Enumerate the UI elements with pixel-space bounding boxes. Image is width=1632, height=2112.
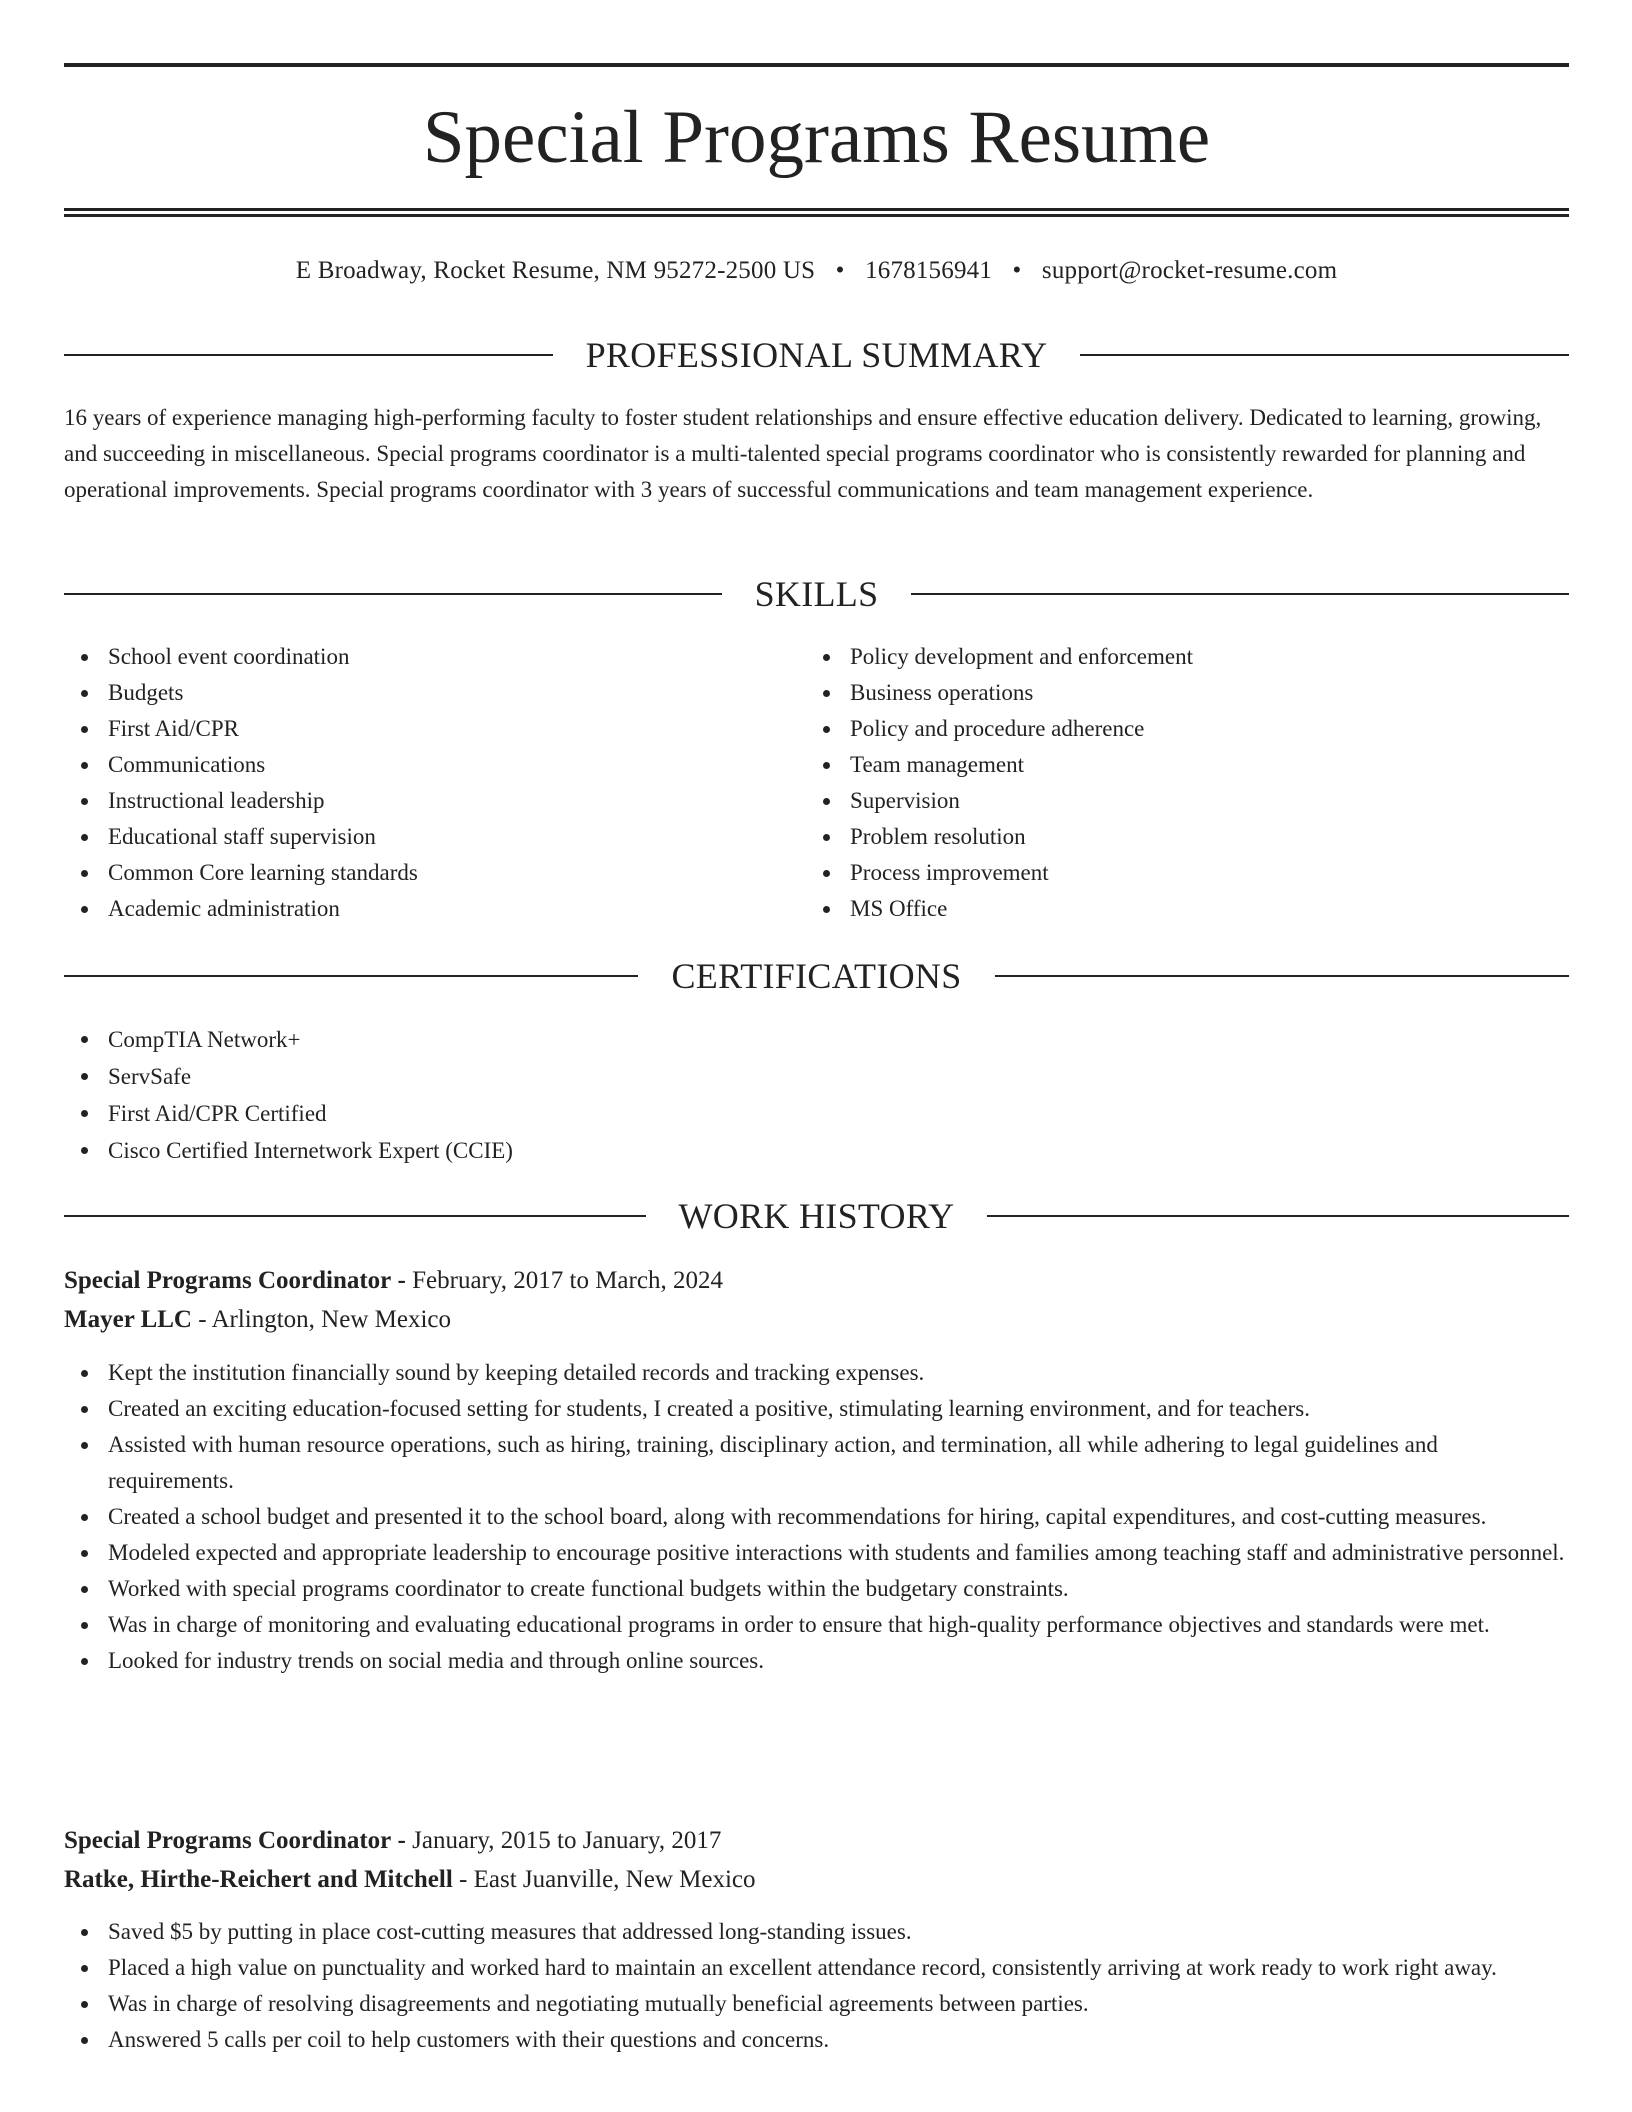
section-rule xyxy=(995,975,1569,977)
title-double-rule xyxy=(64,208,1569,217)
section-header-work-history xyxy=(64,1194,1569,1238)
skill-item: Team management xyxy=(806,747,1566,783)
job-bullet: Worked with special programs coordinator to create functional budgets within the budgetary constraints. xyxy=(64,1571,1569,1607)
skill-item: Policy and procedure adherence xyxy=(806,711,1566,747)
job-bullet: Kept the institution financially sound by keeping detailed records and tracking expenses. xyxy=(64,1355,1569,1391)
section-rule xyxy=(911,593,1569,595)
job-bullet: Looked for industry trends on social media and through online sources. xyxy=(64,1643,1569,1679)
job-location: Arlington, New Mexico xyxy=(211,1306,451,1333)
section-rule xyxy=(1080,354,1569,356)
skill-item: School event coordination xyxy=(64,639,764,675)
skill-item: Educational staff supervision xyxy=(64,819,764,855)
certification-item: Cisco Certified Internetwork Expert (CCIE) xyxy=(64,1132,1569,1169)
job-dash: - xyxy=(397,1827,406,1854)
job-dash: - xyxy=(459,1866,468,1893)
job-location: East Juanville, New Mexico xyxy=(473,1866,756,1893)
job-bullets xyxy=(64,1914,1569,2058)
job-bullet: Created an exciting education-focused setting for students, I created a positive, stimulating learning environment, and for teachers. xyxy=(64,1391,1569,1427)
resume-title: Special Programs Resume xyxy=(422,96,1211,179)
skills-list-right xyxy=(806,639,1566,927)
job-title-line xyxy=(64,1262,1569,1300)
top-rule xyxy=(64,63,1569,67)
job-company-line xyxy=(64,1861,1569,1899)
contact-separator: • xyxy=(1012,257,1022,284)
job-title: Special Programs Coordinator xyxy=(64,1267,392,1294)
skill-item: Supervision xyxy=(806,783,1566,819)
job-company: Ratke, Hirthe-Reichert and Mitchell xyxy=(64,1866,453,1893)
job-title: Special Programs Coordinator xyxy=(64,1827,392,1854)
job-company-line xyxy=(64,1301,1569,1339)
job-bullet: Was in charge of monitoring and evaluating educational programs in order to ensure that high-quality performance objectives and standards were met. xyxy=(64,1607,1569,1643)
skill-item: Budgets xyxy=(64,675,764,711)
skill-item: Policy development and enforcement xyxy=(806,639,1566,675)
job-title-line xyxy=(64,1822,1569,1860)
job-bullet: Assisted with human resource operations, such as hiring, training, disciplinary action, and termination, all while adhering to legal guidelines and requirements. xyxy=(64,1427,1569,1499)
section-rule xyxy=(64,593,722,595)
section-rule xyxy=(64,975,638,977)
contact-separator: • xyxy=(835,257,845,284)
job-dash: - xyxy=(198,1306,207,1333)
section-header-summary xyxy=(64,333,1569,377)
job-bullet: Saved $5 by putting in place cost-cutting measures that addressed long-standing issues. xyxy=(64,1914,1569,1950)
contact-email[interactable]: support@rocket-resume.com xyxy=(1041,257,1338,284)
skill-item: Academic administration xyxy=(64,891,764,927)
skill-item: Common Core learning standards xyxy=(64,855,764,891)
skill-item: Instructional leadership xyxy=(64,783,764,819)
job-dates: February, 2017 to March, 2024 xyxy=(412,1267,723,1294)
skills-list-left xyxy=(64,639,764,927)
skill-item: MS Office xyxy=(806,891,1566,927)
job-dates: January, 2015 to January, 2017 xyxy=(412,1827,722,1854)
certification-item: ServSafe xyxy=(64,1058,1569,1095)
section-title: WORK HISTORY xyxy=(678,1196,955,1236)
section-header-skills xyxy=(64,572,1569,616)
certification-item: CompTIA Network+ xyxy=(64,1021,1569,1058)
contact-address: E Broadway, Rocket Resume, NM 95272-2500 US xyxy=(295,257,816,284)
job-dash: - xyxy=(397,1267,406,1294)
certification-item: First Aid/CPR Certified xyxy=(64,1095,1569,1132)
skill-item: Problem resolution xyxy=(806,819,1566,855)
job-bullet: Placed a high value on punctuality and worked hard to maintain an excellent attendance record, consistently arriving at work ready to work right away. xyxy=(64,1950,1569,1986)
skill-item: Business operations xyxy=(806,675,1566,711)
section-title: PROFESSIONAL SUMMARY xyxy=(585,335,1048,375)
section-header-certifications xyxy=(64,954,1569,998)
section-title: SKILLS xyxy=(754,574,879,614)
section-title: CERTIFICATIONS xyxy=(671,956,962,996)
job-bullet: Was in charge of resolving disagreements and negotiating mutually beneficial agreements between parties. xyxy=(64,1986,1569,2022)
contact-line xyxy=(64,254,1569,288)
skill-item: First Aid/CPR xyxy=(64,711,764,747)
contact-phone: 1678156941 xyxy=(865,257,993,284)
section-rule xyxy=(987,1215,1569,1217)
job-bullet: Modeled expected and appropriate leadership to encourage positive interactions with students and families among teaching staff and administrative personnel. xyxy=(64,1535,1569,1571)
summary-text: 16 years of experience managing high-performing faculty to foster student relationships and ensure effective education delivery. Dedicated to learning, growing, and succeeding in miscellaneous. Special programs coordinator is a multi-talented special programs coordinator who is consistently rewarded for planning and operational improvements. Special programs coordinator with 3 years of successful communications and team management experience. xyxy=(64,405,1542,502)
skill-item: Communications xyxy=(64,747,764,783)
certifications-list xyxy=(64,1021,1569,1169)
skill-item: Process improvement xyxy=(806,855,1566,891)
job-company: Mayer LLC xyxy=(64,1306,192,1333)
section-rule xyxy=(64,1215,646,1217)
job-bullets xyxy=(64,1355,1569,1679)
section-rule xyxy=(64,354,553,356)
job-bullet: Created a school budget and presented it to the school board, along with recommendations for hiring, capital expenditures, and cost-cutting measures. xyxy=(64,1499,1569,1535)
job-bullet: Answered 5 calls per coil to help customers with their questions and concerns. xyxy=(64,2022,1569,2058)
